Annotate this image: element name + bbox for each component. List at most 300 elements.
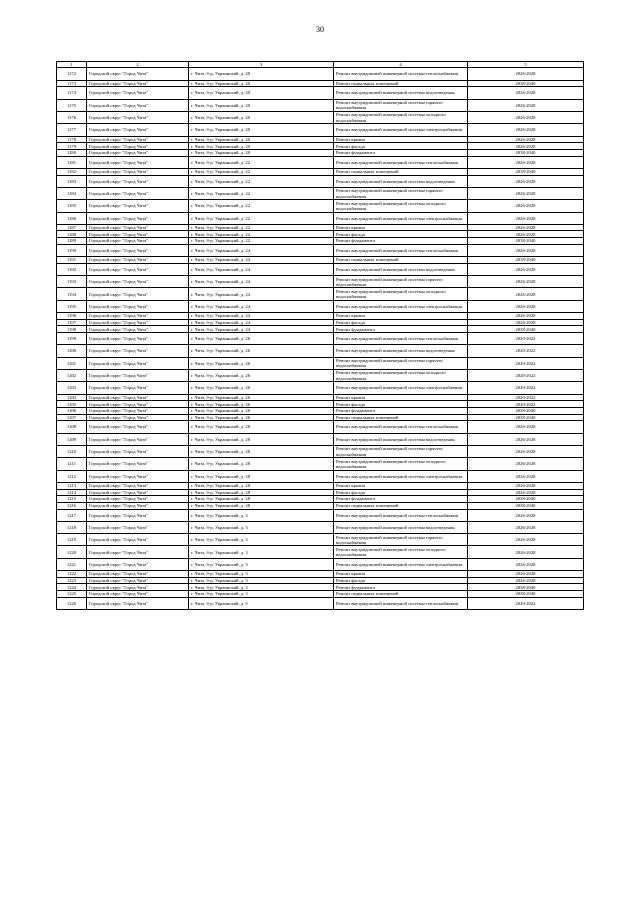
table-row bbox=[57, 534, 584, 546]
row-number-cell: 1198 bbox=[57, 326, 87, 333]
period-cell: 2038-2040 bbox=[468, 168, 584, 175]
row-number-cell: 1178 bbox=[57, 136, 87, 143]
period-cell: 2020-2022 bbox=[468, 597, 584, 609]
work-type-cell: Ремонт внутридомовой инженерной системы горячего водоснабжения bbox=[334, 99, 468, 111]
table-row bbox=[57, 546, 584, 558]
period-cell: 2026-2028 bbox=[468, 200, 584, 212]
municipality-cell: Городской округ "Город Чита" bbox=[87, 433, 189, 445]
table-row bbox=[57, 584, 584, 591]
work-type-cell: Ремонт внутридомовой инженерной системы теплоснабжения bbox=[334, 156, 468, 168]
municipality-cell: Городской округ "Город Чита" bbox=[87, 238, 189, 245]
address-cell: г. Чита, б-р. Украинский, д. 22 bbox=[189, 156, 334, 168]
table-row bbox=[57, 149, 584, 156]
municipality-cell: Городской округ "Город Чита" bbox=[87, 521, 189, 533]
period-cell: 2026-2028 bbox=[468, 111, 584, 123]
address-cell: г. Чита, б-р. Украинский, д. 26 bbox=[189, 357, 334, 369]
municipality-cell: Городской округ "Город Чита" bbox=[87, 87, 189, 99]
address-cell: г. Чита, б-р. Украинский, д. 22 bbox=[189, 168, 334, 175]
address-cell: г. Чита, б-р. Украинский, д. 24 bbox=[189, 326, 334, 333]
row-number-cell: 1176 bbox=[57, 111, 87, 123]
address-cell: г. Чита, б-р. Украинский, д. 28 bbox=[189, 458, 334, 470]
table-row bbox=[57, 156, 584, 168]
row-number-cell: 1185 bbox=[57, 200, 87, 212]
table-row bbox=[57, 591, 584, 598]
table-row bbox=[57, 231, 584, 238]
address-cell: г. Чита, б-р. Украинский, д. 26 bbox=[189, 345, 334, 357]
work-type-cell: Ремонт крыши bbox=[334, 136, 468, 143]
table-row bbox=[57, 369, 584, 381]
period-cell: 2038-2040 bbox=[468, 591, 584, 598]
work-type-cell: Ремонт крыши bbox=[334, 313, 468, 320]
work-type-cell: Ремонт фасада bbox=[334, 231, 468, 238]
period-cell: 2026-2028 bbox=[468, 509, 584, 521]
table-row bbox=[57, 326, 584, 333]
municipality-cell: Городской округ "Город Чита" bbox=[87, 175, 189, 187]
row-number-cell: 1218 bbox=[57, 521, 87, 533]
municipality-cell: Городской округ "Город Чита" bbox=[87, 577, 189, 584]
row-number-cell: 1197 bbox=[57, 319, 87, 326]
row-number-cell: 1179 bbox=[57, 143, 87, 150]
row-number-cell: 1221 bbox=[57, 558, 87, 570]
work-type-cell: Ремонт внутридомовой инженерной системы холодного водоснабжения bbox=[334, 546, 468, 558]
address-cell: г. Чита, б-р. Украинский, д. 24 bbox=[189, 276, 334, 288]
address-cell: г. Чита, б-р. Украинский, д. 3 bbox=[189, 571, 334, 578]
address-cell: г. Чита, б-р. Украинский, д. 20 bbox=[189, 111, 334, 123]
row-number-cell: 1215 bbox=[57, 496, 87, 503]
period-cell: 2026-2028 bbox=[468, 87, 584, 99]
work-type-cell: Ремонт внутридомовой инженерной системы горячего водоснабжения bbox=[334, 276, 468, 288]
work-type-cell: Ремонт внутридомовой инженерной системы теплоснабжения bbox=[334, 333, 468, 345]
row-number-cell: 1182 bbox=[57, 168, 87, 175]
municipality-cell: Городской округ "Город Чита" bbox=[87, 168, 189, 175]
work-type-cell: Ремонт внутридомовой инженерной системы горячего водоснабжения bbox=[334, 534, 468, 546]
period-cell: 2026-2028 bbox=[468, 313, 584, 320]
work-type-cell: Ремонт фундамента bbox=[334, 407, 468, 414]
period-cell: 2038-2040 bbox=[468, 326, 584, 333]
row-number-cell: 1194 bbox=[57, 288, 87, 300]
municipality-cell: Городской округ "Город Чита" bbox=[87, 124, 189, 136]
work-type-cell: Ремонт крыши bbox=[334, 394, 468, 401]
work-type-cell: Ремонт фасада bbox=[334, 319, 468, 326]
period-cell: 2026-2028 bbox=[468, 124, 584, 136]
table-row bbox=[57, 87, 584, 99]
municipality-cell: Городской округ "Город Чита" bbox=[87, 534, 189, 546]
address-cell: г. Чита, б-р. Украинский, д. 24 bbox=[189, 313, 334, 320]
work-type-cell: Ремонт фундамента bbox=[334, 326, 468, 333]
row-number-cell: 1201 bbox=[57, 357, 87, 369]
period-cell: 2038-2040 bbox=[468, 149, 584, 156]
row-number-cell: 1204 bbox=[57, 394, 87, 401]
municipality-cell: Городской округ "Город Чита" bbox=[87, 546, 189, 558]
municipality-cell: Городской округ "Город Чита" bbox=[87, 136, 189, 143]
period-cell: 2026-2028 bbox=[468, 276, 584, 288]
work-type-cell: Ремонт внутридомовой инженерной системы горячего водоснабжения bbox=[334, 357, 468, 369]
table-row bbox=[57, 244, 584, 256]
period-cell: 2026-2028 bbox=[468, 571, 584, 578]
period-cell: 2026-2028 bbox=[468, 489, 584, 496]
table-row bbox=[57, 175, 584, 187]
municipality-cell: Городской округ "Город Чита" bbox=[87, 276, 189, 288]
table-row bbox=[57, 276, 584, 288]
period-cell: 2038-2040 bbox=[468, 257, 584, 264]
work-type-cell: Ремонт подвальных помещений bbox=[334, 414, 468, 421]
table-row bbox=[57, 345, 584, 357]
address-cell: г. Чита, б-р. Украинский, д. 3 bbox=[189, 591, 334, 598]
row-number-cell: 1223 bbox=[57, 577, 87, 584]
address-cell: г. Чита, б-р. Украинский, д. 20 bbox=[189, 87, 334, 99]
address-cell: г. Чита, б-р. Украинский, д. 28 bbox=[189, 502, 334, 509]
municipality-cell: Городской округ "Город Чита" bbox=[87, 80, 189, 87]
municipality-cell: Городской округ "Город Чита" bbox=[87, 333, 189, 345]
municipality-cell: Городской округ "Город Чита" bbox=[87, 357, 189, 369]
address-cell: г. Чита, б-р. Украинский, д. 3 bbox=[189, 534, 334, 546]
address-cell: г. Чита, б-р. Украинский, д. 3 bbox=[189, 521, 334, 533]
work-type-cell: Ремонт подвальных помещений bbox=[334, 502, 468, 509]
municipality-cell: Городской округ "Город Чита" bbox=[87, 231, 189, 238]
address-cell: г. Чита, б-р. Украинский, д. 22 bbox=[189, 187, 334, 199]
address-cell: г. Чита, б-р. Украинский, д. 28 bbox=[189, 482, 334, 489]
row-number-cell: 1199 bbox=[57, 333, 87, 345]
table-row bbox=[57, 470, 584, 482]
row-number-cell: 1224 bbox=[57, 584, 87, 591]
period-cell: 2038-2040 bbox=[468, 80, 584, 87]
municipality-cell: Городской округ "Город Чита" bbox=[87, 99, 189, 111]
table-row bbox=[57, 445, 584, 457]
municipality-cell: Городской округ "Город Чита" bbox=[87, 111, 189, 123]
row-number-cell: 1216 bbox=[57, 502, 87, 509]
address-cell: г. Чита, б-р. Украинский, д. 22 bbox=[189, 212, 334, 224]
work-type-cell: Ремонт внутридомовой инженерной системы теплоснабжения bbox=[334, 244, 468, 256]
column-number: 1 bbox=[57, 62, 87, 68]
address-cell: г. Чита, б-р. Украинский, д. 22 bbox=[189, 238, 334, 245]
row-number-cell: 1189 bbox=[57, 238, 87, 245]
period-cell: 2038-2040 bbox=[468, 238, 584, 245]
municipality-cell: Городской округ "Город Чита" bbox=[87, 482, 189, 489]
address-cell: г. Чита, б-р. Украинский, д. 26 bbox=[189, 382, 334, 394]
address-cell: г. Чита, б-р. Украинский, д. 3 bbox=[189, 558, 334, 570]
table-row bbox=[57, 263, 584, 275]
address-cell: г. Чита, б-р. Украинский, д. 24 bbox=[189, 300, 334, 312]
address-cell: г. Чита, б-р. Украинский, д. 26 bbox=[189, 369, 334, 381]
period-cell: 2020-2022 bbox=[468, 382, 584, 394]
address-cell: г. Чита, б-р. Украинский, д. 26 bbox=[189, 401, 334, 408]
municipality-cell: Городской округ "Город Чита" bbox=[87, 496, 189, 503]
municipality-cell: Городской округ "Город Чита" bbox=[87, 502, 189, 509]
work-type-cell: Ремонт фасада bbox=[334, 577, 468, 584]
period-cell: 2026-2028 bbox=[468, 99, 584, 111]
work-type-cell: Ремонт внутридомовой инженерной системы электроснабжения bbox=[334, 124, 468, 136]
row-number-cell: 1207 bbox=[57, 414, 87, 421]
table-row bbox=[57, 80, 584, 87]
work-type-cell: Ремонт внутридомовой инженерной системы теплоснабжения bbox=[334, 68, 468, 80]
row-number-cell: 1187 bbox=[57, 224, 87, 231]
period-cell: 2026-2028 bbox=[468, 263, 584, 275]
address-cell: г. Чита, б-р. Украинский, д. 20 bbox=[189, 99, 334, 111]
period-cell: 2038-2040 bbox=[468, 414, 584, 421]
municipality-cell: Городской округ "Город Чита" bbox=[87, 470, 189, 482]
address-cell: г. Чита, б-р. Украинский, д. 22 bbox=[189, 231, 334, 238]
municipality-cell: Городской округ "Город Чита" bbox=[87, 571, 189, 578]
period-cell: 2026-2028 bbox=[468, 244, 584, 256]
address-cell: г. Чита, б-р. Украинский, д. 20 bbox=[189, 136, 334, 143]
municipality-cell: Городской округ "Город Чита" bbox=[87, 421, 189, 433]
address-cell: г. Чита, б-р. Украинский, д. 20 bbox=[189, 124, 334, 136]
municipality-cell: Городской округ "Город Чита" bbox=[87, 326, 189, 333]
municipality-cell: Городской округ "Город Чита" bbox=[87, 401, 189, 408]
work-type-cell: Ремонт внутридомовой инженерной системы водоотведения bbox=[334, 263, 468, 275]
table-row bbox=[57, 300, 584, 312]
period-cell: 2020-2022 bbox=[468, 345, 584, 357]
period-cell: 2026-2028 bbox=[468, 521, 584, 533]
table-row bbox=[57, 496, 584, 503]
period-cell: 2026-2028 bbox=[468, 558, 584, 570]
work-type-cell: Ремонт внутридомовой инженерной системы холодного водоснабжения bbox=[334, 288, 468, 300]
address-cell: г. Чита, б-р. Украинский, д. 3 bbox=[189, 546, 334, 558]
table-row bbox=[57, 143, 584, 150]
work-type-cell: Ремонт фундамента bbox=[334, 584, 468, 591]
address-cell: г. Чита, б-р. Украинский, д. 26 bbox=[189, 414, 334, 421]
municipality-cell: Городской округ "Город Чита" bbox=[87, 489, 189, 496]
municipality-cell: Городской округ "Город Чита" bbox=[87, 244, 189, 256]
address-cell: г. Чита, б-р. Украинский, д. 28 bbox=[189, 470, 334, 482]
period-cell: 2038-2040 bbox=[468, 502, 584, 509]
work-type-cell: Ремонт внутридомовой инженерной системы горячего водоснабжения bbox=[334, 445, 468, 457]
table-row bbox=[57, 319, 584, 326]
address-cell: г. Чита, б-р. Украинский, д. 28 bbox=[189, 496, 334, 503]
address-cell: г. Чита, б-р. Украинский, д. 20 bbox=[189, 80, 334, 87]
municipality-cell: Городской округ "Город Чита" bbox=[87, 382, 189, 394]
table-row bbox=[57, 571, 584, 578]
table-row bbox=[57, 401, 584, 408]
work-type-cell: Ремонт внутридомовой инженерной системы водоотведения bbox=[334, 433, 468, 445]
municipality-cell: Городской округ "Город Чита" bbox=[87, 345, 189, 357]
work-type-cell: Ремонт внутридомовой инженерной системы электроснабжения bbox=[334, 300, 468, 312]
table-row bbox=[57, 482, 584, 489]
table-row bbox=[57, 414, 584, 421]
municipality-cell: Городской округ "Город Чита" bbox=[87, 394, 189, 401]
address-cell: г. Чита, б-р. Украинский, д. 20 bbox=[189, 149, 334, 156]
period-cell: 2026-2028 bbox=[468, 231, 584, 238]
table-row bbox=[57, 458, 584, 470]
period-cell: 2026-2028 bbox=[468, 577, 584, 584]
address-cell: г. Чита, б-р. Украинский, д. 3 bbox=[189, 509, 334, 521]
work-type-cell: Ремонт внутридомовой инженерной системы холодного водоснабжения bbox=[334, 458, 468, 470]
row-number-cell: 1181 bbox=[57, 156, 87, 168]
period-cell: 2026-2028 bbox=[468, 534, 584, 546]
table-row bbox=[57, 433, 584, 445]
period-cell: 2026-2028 bbox=[468, 300, 584, 312]
row-number-cell: 1205 bbox=[57, 401, 87, 408]
municipality-cell: Городской округ "Город Чита" bbox=[87, 407, 189, 414]
period-cell: 2020-2022 bbox=[468, 401, 584, 408]
municipality-cell: Городской округ "Город Чита" bbox=[87, 313, 189, 320]
table-row bbox=[57, 224, 584, 231]
table-row bbox=[57, 502, 584, 509]
work-type-cell: Ремонт внутридомовой инженерной системы электроснабжения bbox=[334, 470, 468, 482]
work-type-cell: Ремонт внутридомовой инженерной системы холодного водоснабжения bbox=[334, 111, 468, 123]
period-cell: 2026-2028 bbox=[468, 175, 584, 187]
work-type-cell: Ремонт внутридомовой инженерной системы водоотведения bbox=[334, 521, 468, 533]
column-number: 5 bbox=[468, 62, 584, 68]
table-row bbox=[57, 200, 584, 212]
municipality-cell: Городской округ "Город Чита" bbox=[87, 288, 189, 300]
address-cell: г. Чита, б-р. Украинский, д. 22 bbox=[189, 200, 334, 212]
period-cell: 2038-2040 bbox=[468, 407, 584, 414]
table-row bbox=[57, 313, 584, 320]
work-type-cell: Ремонт фасада bbox=[334, 489, 468, 496]
address-cell: г. Чита, б-р. Украинский, д. 20 bbox=[189, 143, 334, 150]
address-cell: г. Чита, б-р. Украинский, д. 24 bbox=[189, 244, 334, 256]
address-cell: г. Чита, б-р. Украинский, д. 24 bbox=[189, 263, 334, 275]
municipality-cell: Городской округ "Город Чита" bbox=[87, 584, 189, 591]
row-number-cell: 1180 bbox=[57, 149, 87, 156]
table-row bbox=[57, 187, 584, 199]
row-number-cell: 1184 bbox=[57, 187, 87, 199]
work-type-cell: Ремонт внутридомовой инженерной системы водоотведения bbox=[334, 345, 468, 357]
row-number-cell: 1200 bbox=[57, 345, 87, 357]
municipality-cell: Городской округ "Город Чита" bbox=[87, 509, 189, 521]
row-number-cell: 1195 bbox=[57, 300, 87, 312]
row-number-cell: 1209 bbox=[57, 433, 87, 445]
municipality-cell: Городской округ "Город Чита" bbox=[87, 68, 189, 80]
municipality-cell: Городской округ "Город Чита" bbox=[87, 156, 189, 168]
work-type-cell: Ремонт крыши bbox=[334, 482, 468, 489]
work-type-cell: Ремонт фундамента bbox=[334, 238, 468, 245]
row-number-cell: 1226 bbox=[57, 597, 87, 609]
municipality-cell: Городской округ "Город Чита" bbox=[87, 257, 189, 264]
municipality-cell: Городской округ "Город Чита" bbox=[87, 558, 189, 570]
table-row bbox=[57, 288, 584, 300]
work-type-cell: Ремонт внутридомовой инженерной системы теплоснабжения bbox=[334, 597, 468, 609]
work-type-cell: Ремонт внутридомовой инженерной системы водоотведения bbox=[334, 87, 468, 99]
period-cell: 2026-2028 bbox=[468, 445, 584, 457]
table-row bbox=[57, 257, 584, 264]
period-cell: 2026-2028 bbox=[468, 212, 584, 224]
row-number-cell: 1210 bbox=[57, 445, 87, 457]
municipality-cell: Городской округ "Город Чита" bbox=[87, 200, 189, 212]
address-cell: г. Чита, б-р. Украинский, д. 20 bbox=[189, 68, 334, 80]
period-cell: 2020-2022 bbox=[468, 369, 584, 381]
table-row bbox=[57, 509, 584, 521]
period-cell: 2026-2028 bbox=[468, 224, 584, 231]
table-row bbox=[57, 212, 584, 224]
municipality-cell: Городской округ "Город Чита" bbox=[87, 263, 189, 275]
municipality-cell: Городской округ "Город Чита" bbox=[87, 300, 189, 312]
work-type-cell: Ремонт внутридомовой инженерной системы теплоснабжения bbox=[334, 421, 468, 433]
address-cell: г. Чита, б-р. Украинский, д. 3 bbox=[189, 577, 334, 584]
work-type-cell: Ремонт фундамента bbox=[334, 496, 468, 503]
table-row bbox=[57, 407, 584, 414]
address-cell: г. Чита, б-р. Украинский, д. 28 bbox=[189, 489, 334, 496]
table-row bbox=[57, 521, 584, 533]
table-row bbox=[57, 168, 584, 175]
work-type-cell: Ремонт подвальных помещений bbox=[334, 168, 468, 175]
row-number-cell: 1183 bbox=[57, 175, 87, 187]
period-cell: 2026-2028 bbox=[468, 458, 584, 470]
table-row bbox=[57, 99, 584, 111]
municipality-cell: Городской округ "Город Чита" bbox=[87, 369, 189, 381]
work-type-cell: Ремонт внутридомовой инженерной системы теплоснабжения bbox=[334, 509, 468, 521]
row-number-cell: 1190 bbox=[57, 244, 87, 256]
municipality-cell: Городской округ "Город Чита" bbox=[87, 212, 189, 224]
table-row bbox=[57, 489, 584, 496]
address-cell: г. Чита, б-р. Украинский, д. 28 bbox=[189, 445, 334, 457]
period-cell: 2026-2028 bbox=[468, 136, 584, 143]
work-type-cell: Ремонт внутридомовой инженерной системы электроснабжения bbox=[334, 212, 468, 224]
row-number-cell: 1177 bbox=[57, 124, 87, 136]
work-type-cell: Ремонт подвальных помещений bbox=[334, 591, 468, 598]
period-cell: 2020-2022 bbox=[468, 394, 584, 401]
table-row bbox=[57, 111, 584, 123]
row-number-cell: 1217 bbox=[57, 509, 87, 521]
period-cell: 2020-2022 bbox=[468, 357, 584, 369]
row-number-cell: 1188 bbox=[57, 231, 87, 238]
work-type-cell: Ремонт фасада bbox=[334, 143, 468, 150]
work-type-cell: Ремонт внутридомовой инженерной системы водоотведения bbox=[334, 175, 468, 187]
municipality-cell: Городской округ "Город Чита" bbox=[87, 445, 189, 457]
address-cell: г. Чита, б-р. Украинский, д. 26 bbox=[189, 407, 334, 414]
row-number-cell: 1196 bbox=[57, 313, 87, 320]
period-cell: 2020-2022 bbox=[468, 333, 584, 345]
period-cell: 2026-2028 bbox=[468, 288, 584, 300]
period-cell: 2026-2028 bbox=[468, 143, 584, 150]
table-row bbox=[57, 124, 584, 136]
period-cell: 2038-2040 bbox=[468, 584, 584, 591]
work-type-cell: Ремонт внутридомовой инженерной системы горячего водоснабжения bbox=[334, 187, 468, 199]
row-number-cell: 1192 bbox=[57, 263, 87, 275]
address-cell: г. Чита, б-р. Украинский, д. 26 bbox=[189, 394, 334, 401]
period-cell: 2026-2028 bbox=[468, 546, 584, 558]
work-type-cell: Ремонт подвальных помещений bbox=[334, 257, 468, 264]
table-row bbox=[57, 577, 584, 584]
address-cell: г. Чита, б-р. Украинский, д. 28 bbox=[189, 421, 334, 433]
table-row bbox=[57, 382, 584, 394]
period-cell: 2026-2028 bbox=[468, 433, 584, 445]
municipality-cell: Городской округ "Город Чита" bbox=[87, 458, 189, 470]
row-number-cell: 1202 bbox=[57, 369, 87, 381]
municipality-cell: Городской округ "Город Чита" bbox=[87, 224, 189, 231]
work-type-cell: Ремонт внутридомовой инженерной системы холодного водоснабжения bbox=[334, 200, 468, 212]
work-type-cell: Ремонт внутридомовой инженерной системы электроснабжения bbox=[334, 558, 468, 570]
municipality-cell: Городской округ "Город Чита" bbox=[87, 597, 189, 609]
work-type-cell: Ремонт подвальных помещений bbox=[334, 80, 468, 87]
work-type-cell: Ремонт фундамента bbox=[334, 149, 468, 156]
period-cell: 2026-2028 bbox=[468, 421, 584, 433]
work-type-cell: Ремонт крыши bbox=[334, 224, 468, 231]
row-number-cell: 1225 bbox=[57, 591, 87, 598]
period-cell: 2026-2028 bbox=[468, 68, 584, 80]
address-cell: г. Чита, б-р. Украинский, д. 26 bbox=[189, 333, 334, 345]
column-number: 2 bbox=[87, 62, 189, 68]
table-row bbox=[57, 238, 584, 245]
row-number-cell: 1174 bbox=[57, 87, 87, 99]
period-cell: 2026-2028 bbox=[468, 319, 584, 326]
table-row bbox=[57, 394, 584, 401]
address-cell: г. Чита, б-р. Украинский, д. 28 bbox=[189, 433, 334, 445]
work-type-cell: Ремонт внутридомовой инженерной системы электроснабжения bbox=[334, 382, 468, 394]
row-number-cell: 1219 bbox=[57, 534, 87, 546]
row-number-cell: 1208 bbox=[57, 421, 87, 433]
table-row bbox=[57, 333, 584, 345]
table-row bbox=[57, 357, 584, 369]
municipality-cell: Городской округ "Город Чита" bbox=[87, 187, 189, 199]
row-number-cell: 1220 bbox=[57, 546, 87, 558]
row-number-cell: 1173 bbox=[57, 80, 87, 87]
period-cell: 2026-2028 bbox=[468, 156, 584, 168]
row-number-cell: 1214 bbox=[57, 489, 87, 496]
municipality-cell: Городской округ "Город Чита" bbox=[87, 143, 189, 150]
row-number-cell: 1186 bbox=[57, 212, 87, 224]
